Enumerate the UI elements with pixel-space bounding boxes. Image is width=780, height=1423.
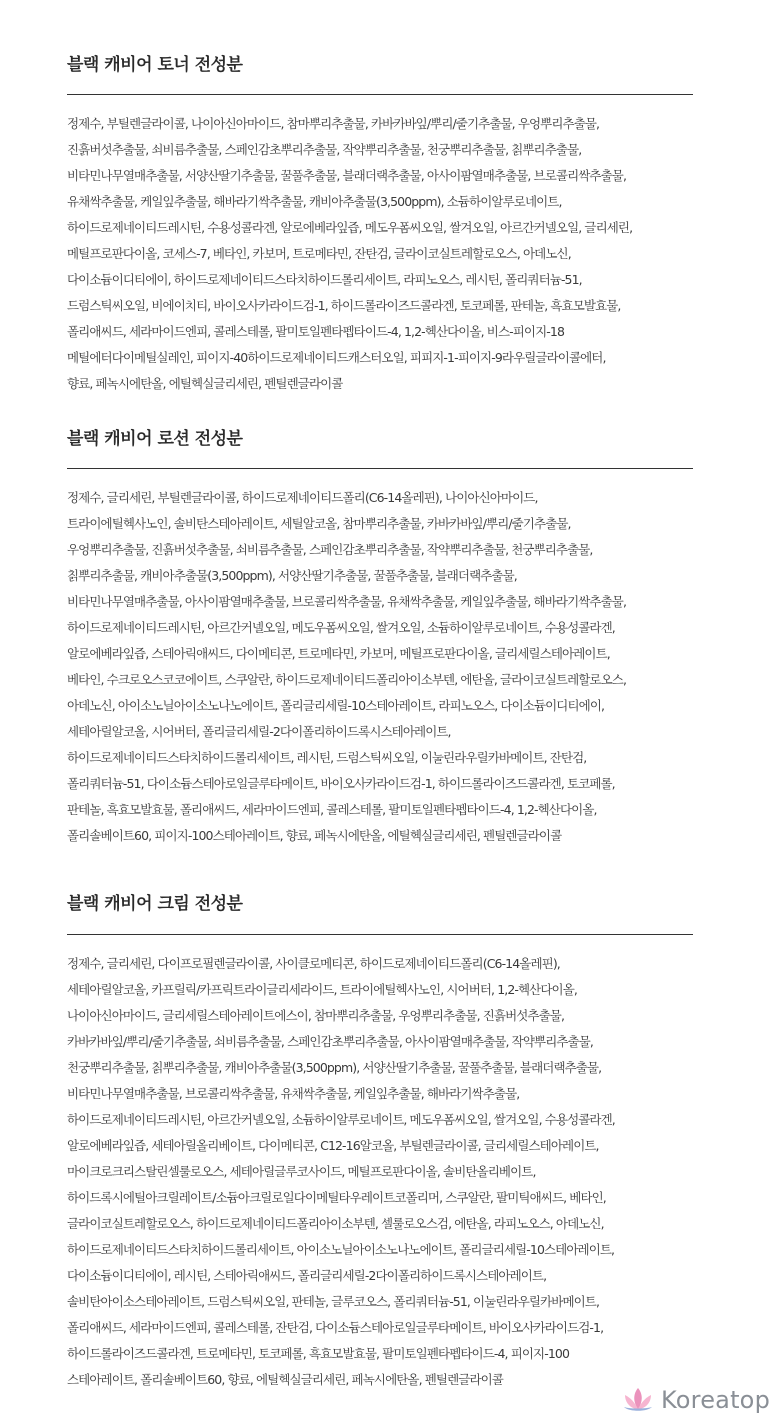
- toner-ingredients-section: [67, 52, 693, 397]
- ingredient-line: 하이드로제네이티드스타치하이드롤리세이트, 아이소노닐아이소노나노에이트, 폴리글리세릴-10스테아레이트,: [67, 1242, 615, 1257]
- ingredient-line: 비타민나무열매추출물, 브로콜리싹추출물, 유채싹추출물, 케일잎추출물, 해바라기싹추출물,: [67, 1086, 520, 1101]
- ingredient-line: 트라이에틸헥사노인, 솔비탄스테아레이트, 세틸알코올, 참마뿌리추출물, 카바카바잎/뿌리/줄기추출물,: [67, 516, 571, 531]
- ingredient-line: 솔비탄아이소스테아레이트, 드럼스틱씨오일, 판테놀, 글루코오스, 폴리쿼터늄-51, 이눌린라우릴카바메이트,: [67, 1294, 600, 1309]
- section-title: 블랙 캐비어 크림 전성분: [67, 894, 243, 914]
- ingredient-line: 칡뿌리추출물, 캐비아추출물(3,500ppm), 서양산딸기추출물, 꿀풀추출물, 블래더랙추출물,: [67, 568, 517, 583]
- ingredient-line: 폴리솔베이트60, 피이지-100스테아레이트, 향료, 페녹시에탄올, 에틸헥실글리세린, 펜틸렌글라이콜: [67, 828, 562, 843]
- ingredient-line: 알로에베라잎즙, 세테아릴올리베이트, 다이메티콘, C12-16알코올, 부틸렌글라이콜, 글리세릴스테아레이트,: [67, 1138, 599, 1153]
- ingredient-line: 스테아레이트, 폴리솔베이트60, 향료, 에틸헥실글리세린, 페녹시에탄올, 펜틸렌글라이콜: [67, 1372, 503, 1387]
- ingredient-list: [67, 951, 693, 1393]
- ingredient-line: 카바카바잎/뿌리/줄기추출물, 쇠비름추출물, 스페인감초뿌리추출물, 아사이팜열매추출물, 작약뿌리추출물,: [67, 1034, 593, 1049]
- ingredient-line: 다이소듐이디티에이, 레시틴, 스테아릭애씨드, 폴리글리세릴-2다이폴리하이드록시스테아레이트,: [67, 1268, 547, 1283]
- ingredient-line: 메틸프로판다이올, 코세스-7, 베타인, 카보머, 트로메타민, 잔탄검, 글라이코실트레할로오스, 아데노신,: [67, 246, 571, 261]
- ingredient-line: 정제수, 글리세린, 다이프로필렌글라이콜, 사이클로메티콘, 하이드로제네이티드폴리(C6-14올레핀),: [67, 956, 560, 971]
- ingredient-line: 마이크로크리스탈린셀룰로오스, 세테아릴글루코사이드, 메틸프로판다이올, 솔비탄올리베이트,: [67, 1164, 536, 1179]
- ingredient-line: 하이드로제네이티드레시틴, 아르간커넬오일, 메도우폼씨오일, 쌀겨오일, 소듐하이알루로네이트, 수용성콜라겐,: [67, 620, 615, 635]
- ingredient-line: 하이드롤라이즈드콜라겐, 트로메타민, 토코페롤, 흑효모발효물, 팔미토일펜타펩타이드-4, 피이지-100: [67, 1346, 569, 1361]
- ingredient-line: 비타민나무열매추출물, 아사이팜열매추출물, 브로콜리싹추출물, 유채싹추출물, 케일잎추출물, 해바라기싹추출물,: [67, 594, 627, 609]
- ingredient-line: 진흙버섯추출물, 쇠비름추출물, 스페인감초뿌리추출물, 작약뿌리추출물, 천궁뿌리추출물, 칡뿌리추출물,: [67, 142, 582, 157]
- ingredient-line: 폴리애씨드, 세라마이드엔피, 콜레스테롤, 잔탄검, 다이소듐스테아로일글루타메이트, 바이오사카라이드검-1,: [67, 1320, 604, 1335]
- ingredient-line: 알로에베라잎즙, 스테아릭애씨드, 다이메티콘, 트로메타민, 카보머, 메틸프로판다이올, 글리세릴스테아레이트,: [67, 646, 610, 661]
- ingredient-line: 세테아릴알코올, 시어버터, 폴리글리세릴-2다이폴리하이드록시스테아레이트,: [67, 724, 451, 739]
- brand-name: Koreatop: [661, 1386, 770, 1414]
- ingredient-line: 세테아릴알코올, 카프릴릭/카프릭트라이글리세라이드, 트라이에틸헥사노인, 시어버터, 1,2-헥산다이올,: [67, 982, 577, 997]
- ingredient-list: [67, 485, 693, 849]
- ingredient-list: [67, 111, 693, 397]
- ingredient-line: 비타민나무열매추출물, 서양산딸기추출물, 꿀풀추출물, 블래더랙추출물, 아사이팜열매추출물, 브로콜리싹추출물,: [67, 168, 627, 183]
- koreatop-watermark: [621, 1385, 770, 1415]
- ingredient-line: 하이드로제네이티드스타치하이드롤리세이트, 레시틴, 드럼스틱씨오일, 이눌린라우릴카바메이트, 잔탄검,: [67, 750, 587, 765]
- title-divider: [67, 94, 693, 95]
- section-title: 블랙 캐비어 토너 전성분: [67, 55, 243, 75]
- title-divider: [67, 468, 693, 469]
- ingredient-line: 나이아신아마이드, 글리세릴스테아레이트에스이, 참마뿌리추출물, 우엉뿌리추출물, 진흙버섯추출물,: [67, 1008, 565, 1023]
- ingredient-line: 아데노신, 아이소노닐아이소노나노에이트, 폴리글리세릴-10스테아레이트, 라피노오스, 다이소듐이디티에이,: [67, 698, 605, 713]
- section-title: 블랙 캐비어 로션 전성분: [67, 429, 243, 449]
- ingredient-line: 드럼스틱씨오일, 비에이치티, 바이오사카라이드검-1, 하이드롤라이즈드콜라겐, 토코페롤, 판테놀, 흑효모발효물,: [67, 298, 621, 313]
- ingredient-line: 하이드로제네이티드레시틴, 아르간커넬오일, 소듐하이알루로네이트, 메도우폼씨오일, 쌀겨오일, 수용성콜라겐,: [67, 1112, 615, 1127]
- ingredient-line: 정제수, 부틸렌글라이콜, 나이아신아마이드, 참마뿌리추출물, 카바카바잎/뿌리/줄기추출물, 우엉뿌리추출물,: [67, 116, 600, 131]
- lotus-logo-icon: [621, 1385, 655, 1415]
- ingredient-line: 정제수, 글리세린, 부틸렌글라이콜, 하이드로제네이티드폴리(C6-14올레핀), 나이아신아마이드,: [67, 490, 538, 505]
- ingredient-line: 우엉뿌리추출물, 진흙버섯추출물, 쇠비름추출물, 스페인감초뿌리추출물, 작약뿌리추출물, 천궁뿌리추출물,: [67, 542, 593, 557]
- ingredient-line: 천궁뿌리추출물, 칡뿌리추출물, 캐비아추출물(3,500ppm), 서양산딸기추출물, 꿀풀추출물, 블래더랙추출물,: [67, 1060, 602, 1075]
- ingredient-line: 하이드록시에틸아크릴레이트/소듐아크릴로일다이메틸타우레이트코폴리머, 스쿠알란, 팔미틱애씨드, 베타인,: [67, 1190, 606, 1205]
- ingredient-line: 글라이코실트레할로오스, 하이드로제네이티드폴리아이소부텐, 셀룰로오스검, 에탄올, 라피노오스, 아데노신,: [67, 1216, 604, 1231]
- ingredient-line: 향료, 페녹시에탄올, 에틸헥실글리세린, 펜틸렌글라이콜: [67, 376, 343, 391]
- lotion-ingredients-section: [67, 426, 693, 849]
- ingredient-line: 메틸에터다이메틸실레인, 피이지-40하이드로제네이티드캐스터오일, 피피지-1-피이지-9라우릴글라이콜에터,: [67, 350, 606, 365]
- ingredient-line: 폴리쿼터늄-51, 다이소듐스테아로일글루타메이트, 바이오사카라이드검-1, 하이드롤라이즈드콜라겐, 토코페롤,: [67, 776, 615, 791]
- ingredient-line: 하이드로제네이티드레시틴, 수용성콜라겐, 알로에베라잎즙, 메도우폼씨오일, 쌀겨오일, 아르간커넬오일, 글리세린,: [67, 220, 633, 235]
- title-divider: [67, 934, 693, 935]
- ingredient-line: 베타인, 수크로오스코코에이트, 스쿠알란, 하이드로제네이티드폴리아이소부텐, 에탄올, 글라이코실트레할로오스,: [67, 672, 627, 687]
- ingredient-line: 유채싹추출물, 케일잎추출물, 해바라기싹추출물, 캐비아추출물(3,500ppm), 소듐하이알루로네이트,: [67, 194, 562, 209]
- ingredient-line: 판테놀, 흑효모발효물, 폴리애씨드, 세라마이드엔피, 콜레스테롤, 팔미토일펜타펩타이드-4, 1,2-헥산다이올,: [67, 802, 597, 817]
- cream-ingredients-section: [67, 891, 693, 1393]
- ingredient-line: 다이소듐이디티에이, 하이드로제네이티드스타치하이드롤리세이트, 라피노오스, 레시틴, 폴리쿼터늄-51,: [67, 272, 582, 287]
- ingredient-line: 폴리애씨드, 세라마이드엔피, 콜레스테롤, 팔미토일펜타펩타이드-4, 1,2-헥산다이올, 비스-피이지-18: [67, 324, 564, 339]
